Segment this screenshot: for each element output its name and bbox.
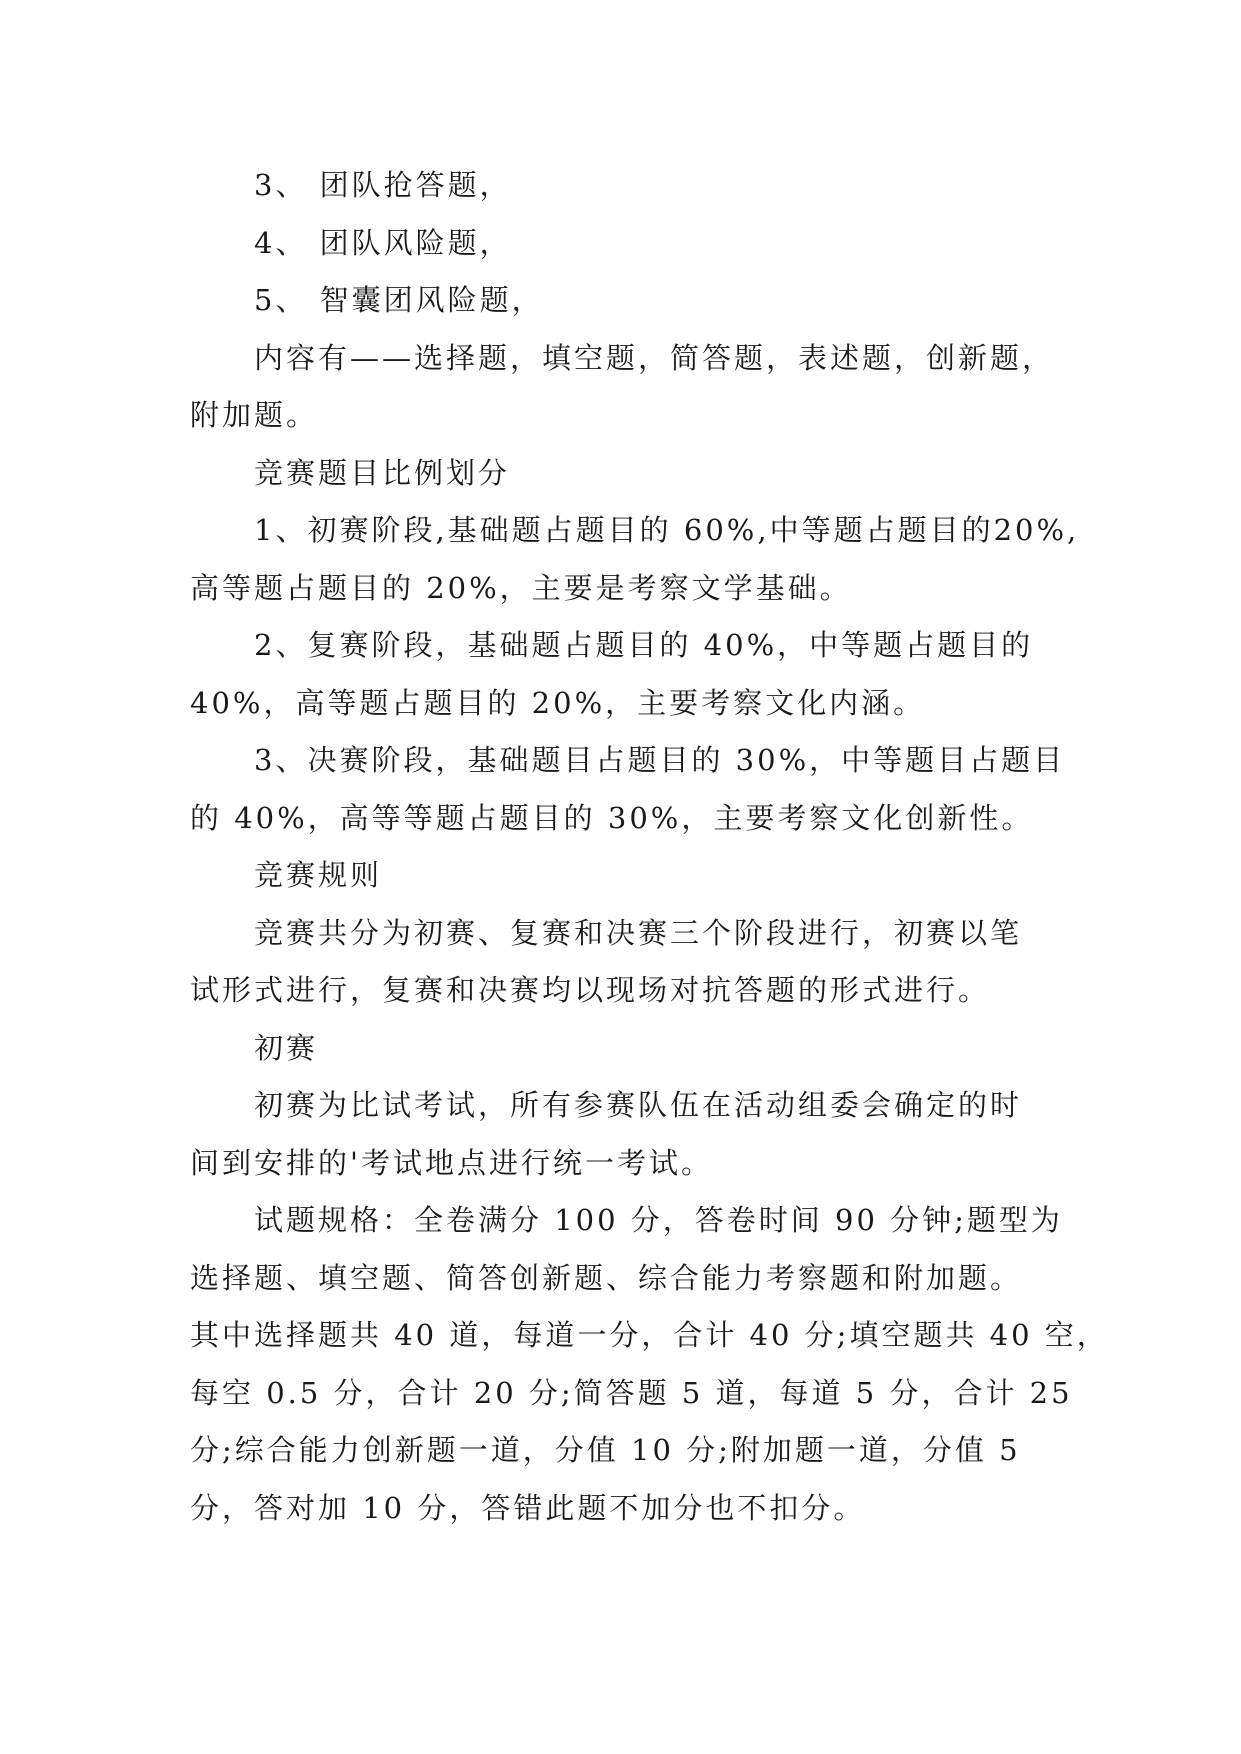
- paragraph-rules-line-2: 试形式进行，复赛和决赛均以现场对抗答题的形式进行。: [190, 973, 991, 1007]
- paragraph-spec-line-1: 试题规格：全卷满分 100 分，答卷时间 90 分钟;题型为: [254, 1203, 1063, 1237]
- list-item-team-quick-answer: 3、 团队抢答题，: [254, 168, 512, 202]
- paragraph-preliminary-line-2: 间到安排的'考试地点进行统一考试。: [190, 1146, 713, 1180]
- paragraph-spec-line-6: 分，答对加 10 分，答错此题不加分也不扣分。: [190, 1491, 866, 1525]
- paragraph-ratio-1-line-1: 1、初赛阶段,基础题占题目的 60%,中等题占题目的20%,: [254, 513, 1080, 547]
- paragraph-spec-line-2: 选择题、填空题、简答创新题、综合能力考察题和附加题。: [190, 1261, 1023, 1295]
- list-item-team-risk: 4、 团队风险题，: [254, 226, 512, 260]
- paragraph-rules-line-1: 竞赛共分为初赛、复赛和决赛三个阶段进行，初赛以笔: [254, 916, 1023, 950]
- list-item-think-tank-risk: 5、 智囊团风险题，: [254, 283, 544, 317]
- paragraph-spec-line-3: 其中选择题共 40 道，每道一分，合计 40 分;填空题共 40 空，: [190, 1318, 1109, 1352]
- paragraph-content-line-1: 内容有——选择题，填空题，简答题，表述题，创新题，: [254, 341, 1055, 375]
- paragraph-preliminary-line-1: 初赛为比试考试，所有参赛队伍在活动组委会确定的时: [254, 1088, 1023, 1122]
- section-heading-rules: 竞赛规则: [254, 858, 383, 892]
- paragraph-spec-line-4: 每空 0.5 分，合计 20 分;简答题 5 道，每道 5 分，合计 25: [190, 1376, 1073, 1410]
- paragraph-ratio-2-line-1: 2、复赛阶段，基础题占题目的 40%，中等题占题目的: [254, 628, 1034, 662]
- paragraph-ratio-2-line-2: 40%，高等题占题目的 20%，主要考察文化内涵。: [190, 686, 926, 720]
- paragraph-content-line-2: 附加题。: [190, 398, 319, 432]
- paragraph-ratio-3-line-2: 的 40%，高等等题占题目的 30%，主要考察文化创新性。: [190, 801, 1034, 835]
- section-heading-preliminary: 初赛: [254, 1031, 319, 1065]
- paragraph-ratio-3-line-1: 3、决赛阶段，基础题目占题目的 30%，中等题目占题目: [254, 743, 1066, 777]
- paragraph-spec-line-5: 分;综合能力创新题一道，分值 10 分;附加题一道，分值 5: [190, 1433, 1021, 1467]
- paragraph-ratio-1-line-2: 高等题占题目的 20%，主要是考察文学基础。: [190, 571, 852, 605]
- section-heading-ratio: 竞赛题目比例划分: [254, 456, 511, 490]
